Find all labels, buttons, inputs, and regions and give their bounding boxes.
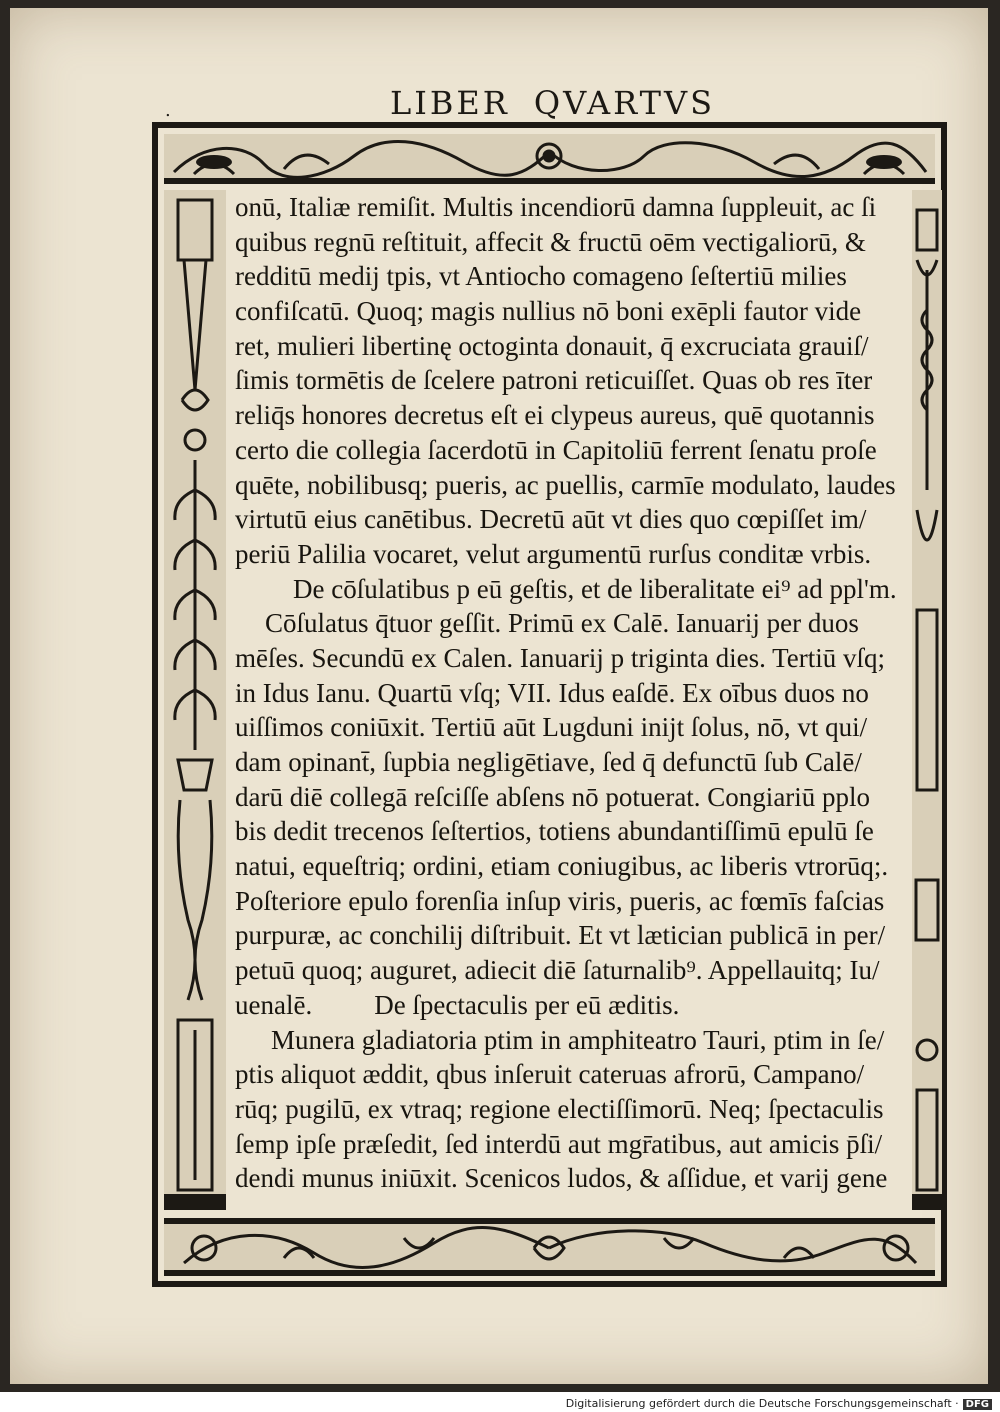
text-line: rūq; pugilū, ex vtraq; regione electiſſimorū. Neq; ſpectaculis [235, 1093, 884, 1124]
credit-text: Digitalisierung gefördert durch die Deutsche Forschungsgemeinschaft · [565, 1397, 959, 1410]
left-candelabrum-icon [164, 190, 226, 1210]
text-line: purpuræ, ac conchilij diſtribuit. Et vt lætician publicā in per/ [235, 920, 886, 951]
text-line: ret, mulieri libertinę octoginta donauit, q̄ excruciata grauiſ/ [235, 330, 869, 361]
text-line: mēſes. Secundū ex Calen. Ianuarij p triginta dies. Tertiū vſq; [235, 642, 885, 673]
text-line-end: uenalē. [235, 989, 313, 1020]
text-line: quēte, nobilibusq; pueris, ac puellis, carmīe modulato, laudes [235, 469, 896, 500]
text-line: natui, equeſtriq; ordini, etiam coniugibus, ac liberis vtrorūq;. [235, 851, 889, 882]
page-mark: . [165, 100, 171, 121]
main-text-block [235, 190, 907, 1196]
running-head [390, 84, 715, 122]
dfg-logo: DFG [963, 1399, 992, 1410]
text-line: periū Palilia vocaret, velut argumentū rurſus conditæ vrbis. [235, 538, 872, 569]
text-line: onū, Italiæ remiſit. Multis incendiorū damna ſuppleuit, ac ſi [235, 192, 877, 222]
text-line: petuū quoq; auguret, adiecit diē ſaturnalib⁹. Appellauitq; Iu/ [235, 955, 880, 986]
right-ornament-column [912, 190, 942, 1210]
text-line: certo die collegia ſacerdotū in Capitoliū ferrent ſenatu proſe [235, 434, 877, 465]
running-head-left: LIBER [390, 84, 510, 122]
running-head-right: QVARTVS [533, 84, 716, 122]
text-line [235, 988, 907, 1023]
text-line: bis dedit trecenos ſeſtertios, totiens abundantiſſimū epulū ſe [235, 816, 874, 847]
text-line: Cōſulatus q̄tuor geſſit. Primū ex Calē. Ianuarij per duos [265, 608, 859, 639]
digitization-credit [566, 1397, 992, 1410]
text-line: dam opinant̄, ſupbia negligētiave, ſed q̄ defunctū ſub Calē/ [235, 747, 862, 777]
foliage-dolphin-ornament-icon [164, 134, 935, 184]
text-line: Poſteriore epulo forenſia inſup viris, pueris, ac fœmīs faſcias [235, 885, 885, 916]
text-line: ſemp ipſe præſedit, ſed interdū aut mgr̄atibus, aut amicis p̄ſi/ [235, 1128, 883, 1159]
right-candelabrum-icon [912, 190, 942, 1210]
section-heading-spectacles: De ſpectaculis per eū æditis. [374, 989, 680, 1020]
text-line: confiſcatū. Quoq; magis nullius nō boni exēpli fautor vide [235, 296, 862, 327]
acanthus-scroll-ornament-icon [164, 1218, 935, 1276]
text-line: ſimis tormētis de ſcelere patroni reticuiſſet. Quas ob res īter [235, 365, 873, 396]
text-line: darū diē collegā reſciſſe abſens nō potuerat. Congiariū pplo [235, 781, 871, 812]
text-line: virtutū eius canētibus. Decretū aūt vt dies quo cœpiſſet im/ [235, 504, 867, 535]
left-ornament-column [164, 190, 226, 1210]
text-line: quibus regnū reſtituit, affecit & fructū oēm vectigaliorū, & [235, 226, 866, 257]
bottom-ornament-band [164, 1218, 935, 1276]
text-line: Munera gladiatoria ptim in amphiteatro Tauri, ptim in ſe/ [271, 1024, 885, 1055]
text-line: reliq̄s honores decretus eſt ei clypeus aureus, quē quotannis [235, 400, 875, 431]
section-heading-consulships: De cōſulatibus p eū geſtis, et de liberalitate ei⁹ ad ppl'm. [293, 573, 897, 604]
text-line: dendi munus iniūxit. Scenicos ludos, & aſſidue, et varij gene [235, 1163, 888, 1194]
text-line: ptis aliquot æddit, qbus inſeruit cateruas afrorū, Campano/ [235, 1059, 865, 1090]
text-line: in Idus Ianu. Quartū vſq; VII. Idus eaſdē. Ex oībus duos no [235, 677, 869, 708]
text-line: redditū medij tpis, vt Antiocho comageno ſeſtertiū milies [235, 261, 847, 292]
text-line: uiſſimos coniūxit. Tertiū aūt Lugduni inijt ſolus, nō, vt qui/ [235, 712, 868, 743]
top-ornament-band [164, 134, 935, 184]
